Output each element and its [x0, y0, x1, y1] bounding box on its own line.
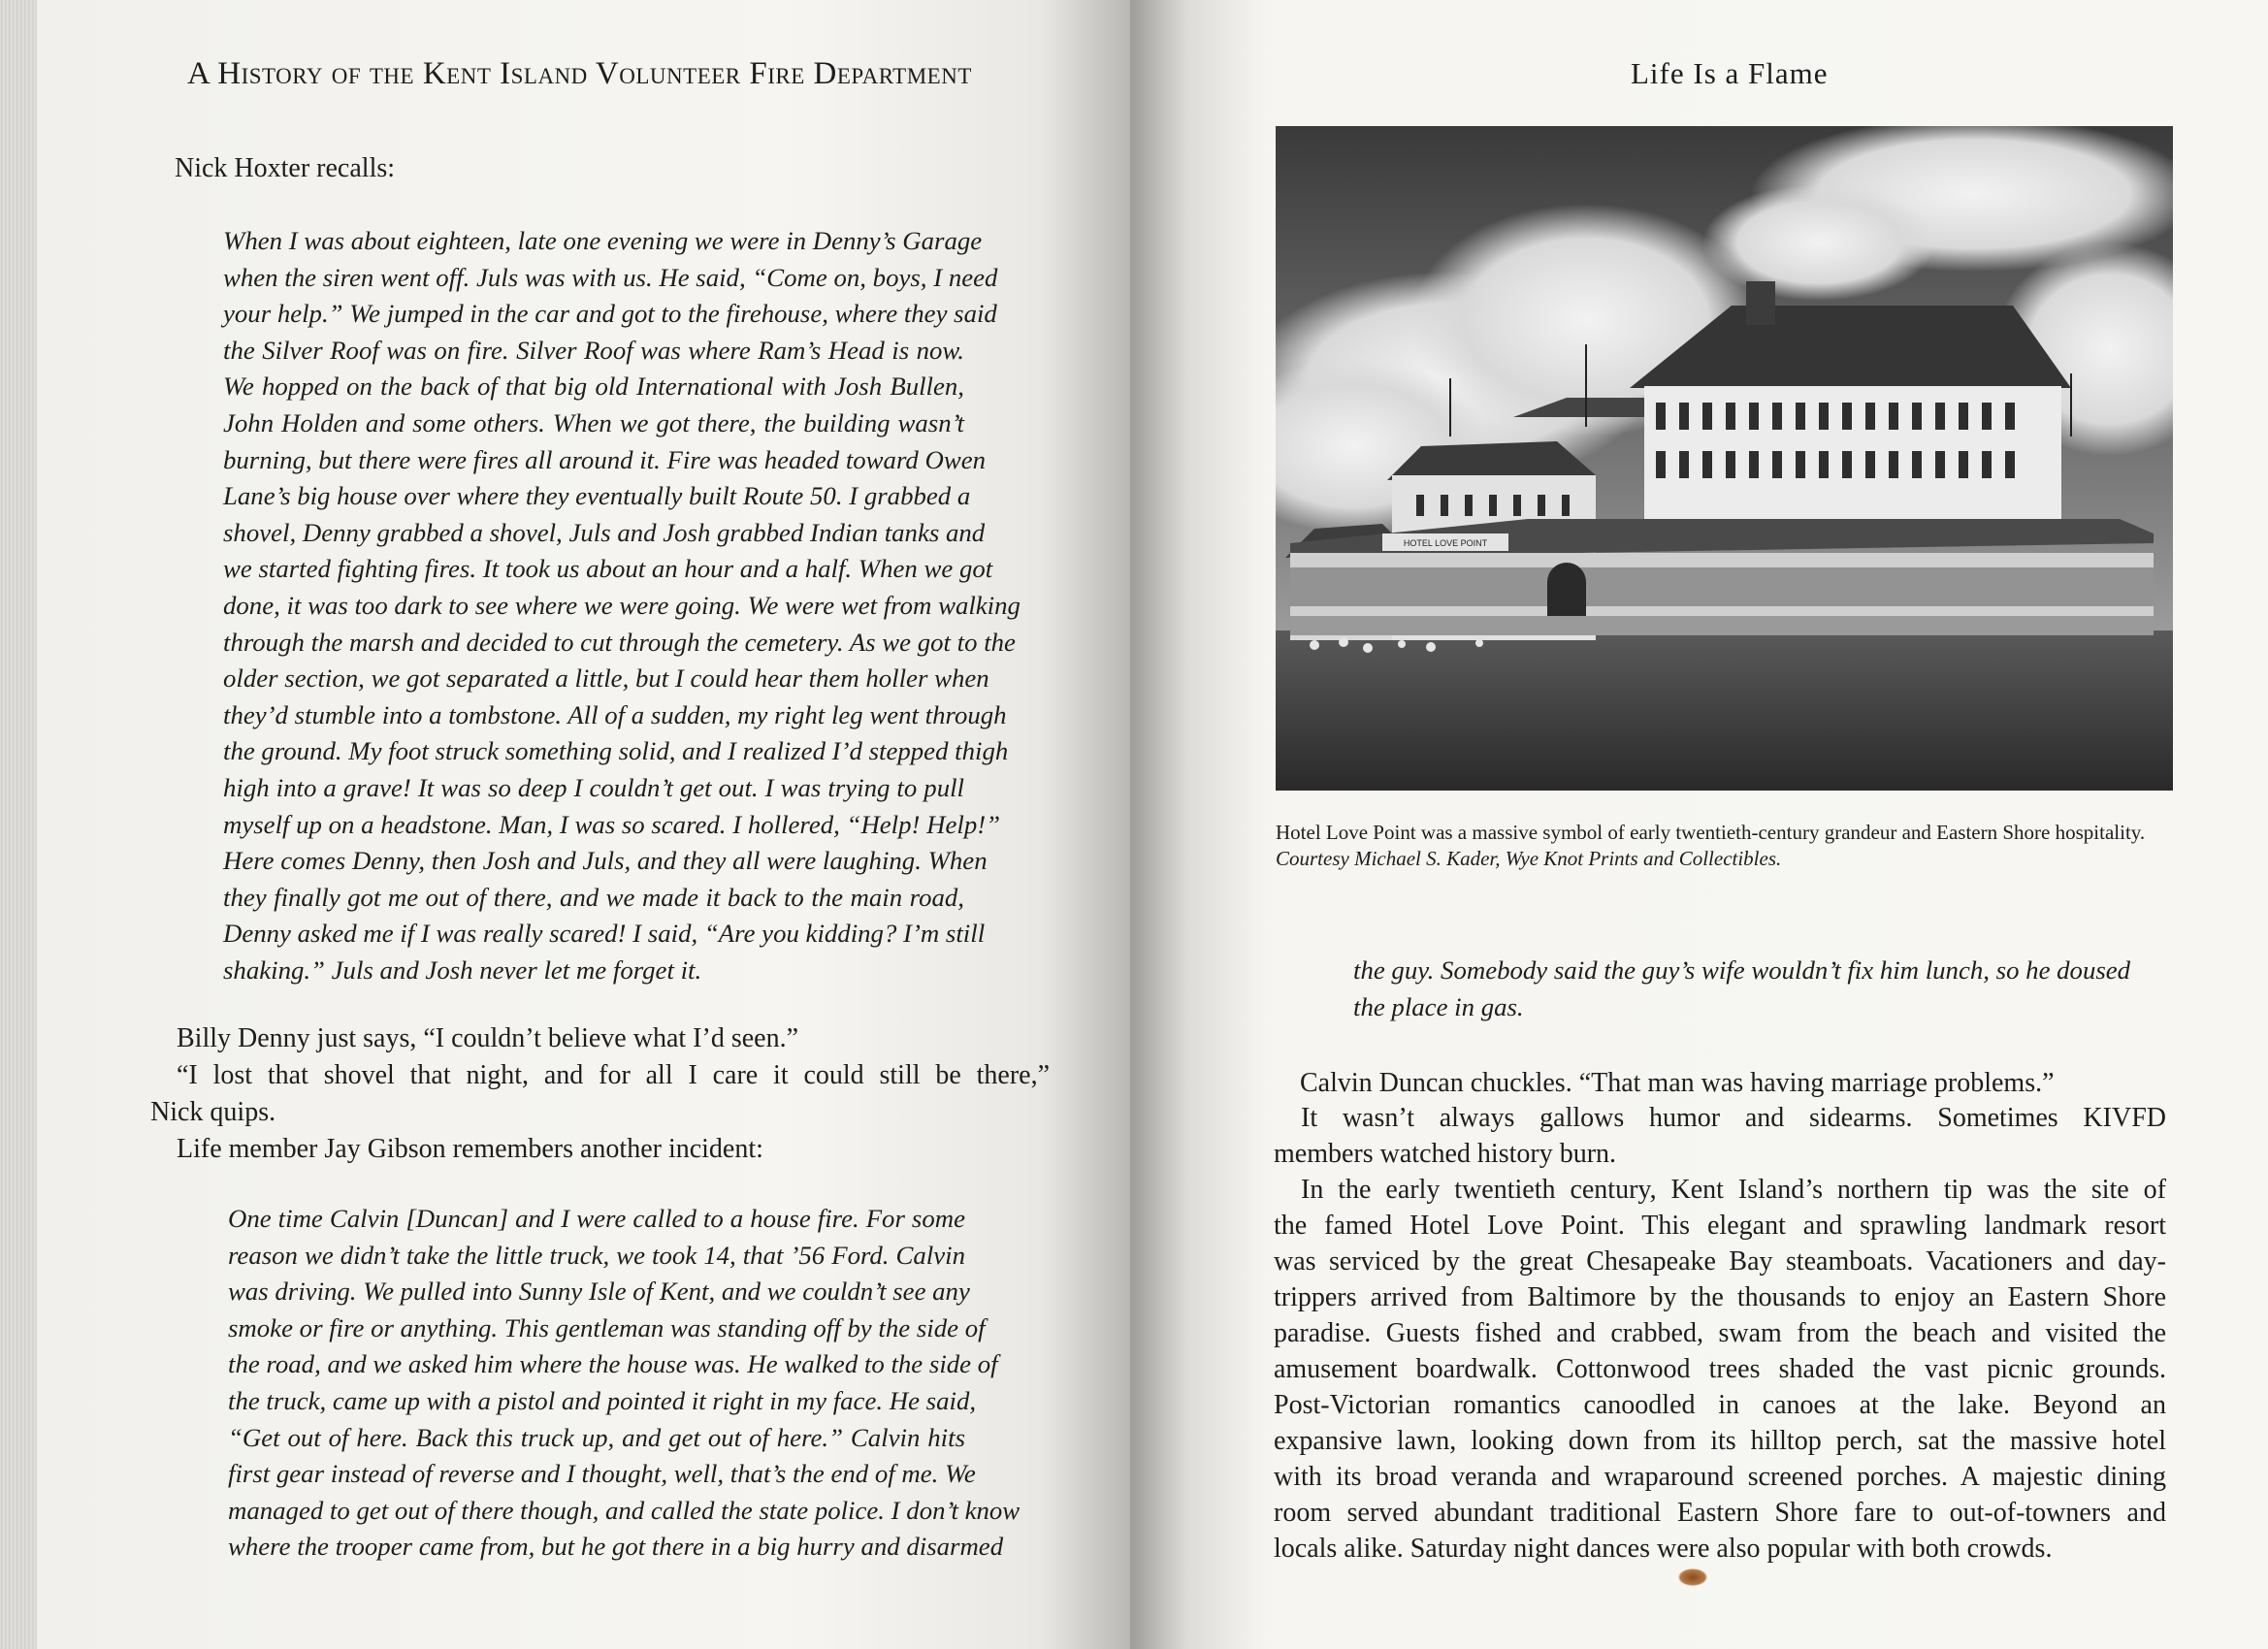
intro-jay-gibson: Life member Jay Gibson remembers another incident: [177, 1134, 763, 1164]
quote-nick-hoxter-line: they finally got me out of there, and we made it back to the main road, [223, 882, 964, 912]
para-hotel-love-point-line: with its broad veranda and wraparound screened porches. A majestic dining [1274, 1462, 2166, 1492]
para-gallows-humor-line: members watched history burn. [1274, 1139, 1617, 1169]
para-billy-denny: Billy Denny just says, “I couldn’t believe what I’d seen.” [177, 1023, 798, 1053]
quote-nick-hoxter-line: John Holden and some others. When we got there, the building wasn’t [223, 407, 964, 437]
quote-nick-hoxter [223, 223, 1021, 988]
quote-jay-gibson-line: the truck, came up with a pistol and pointed it right in my face. He said, [228, 1385, 977, 1415]
para-nick-quip-1: “I lost that shovel that night, and for all I care it could still be there,” [177, 1060, 1050, 1090]
quote-nick-hoxter-line: through the marsh and decided to cut through the cemetery. As we got to the [223, 627, 1016, 657]
quote-jay-gibson-line: smoke or fire or anything. This gentleman was standing off by the side of [228, 1312, 986, 1342]
quote-nick-hoxter-line: your help.” We jumped in the car and got to the firehouse, where they said [223, 299, 997, 329]
quote-nick-hoxter-line: shovel, Denny grabbed a shovel, Juls and Josh grabbed Indian tanks and [223, 517, 986, 547]
left-page [0, 0, 1130, 1649]
hotel-veranda [1290, 519, 2154, 635]
para-hotel-love-point-line: expansive lawn, looking down from its hilltop perch, sat the massive hotel [1274, 1426, 2166, 1456]
para-hotel-love-point-line: the famed Hotel Love Point. This elegant and sprawling landmark resort [1274, 1211, 2166, 1241]
quote-nick-hoxter-line: we started fighting fires. It took us about an hour and a half. When we got [223, 554, 993, 584]
para-hotel-love-point-line: In the early twentieth century, Kent Island’s northern tip was the site of [1301, 1175, 2166, 1205]
hotel-sign: HOTEL LOVE POINT [1403, 538, 1488, 548]
quote-jay-gibson-line: One time Calvin [Duncan] and I were called to a house fire. For some [228, 1204, 965, 1233]
quote-nick-hoxter-line: Lane’s big house over where they eventually built Route 50. I grabbed a [223, 481, 971, 511]
para-gallows-humor [1274, 1100, 2166, 1172]
hotel-love-point-photo [1276, 126, 2173, 791]
para-hotel-love-point [1274, 1172, 2166, 1567]
quote-nick-hoxter-line: the Silver Roof was on fire. Silver Roof was where Ram’s Head is now. [223, 335, 964, 365]
quote-nick-hoxter-line: they’d stumble into a tombstone. All of a sudden, my right leg went through [223, 699, 1007, 729]
para-hotel-love-point-line: amusement boardwalk. Cottonwood trees shaded the vast picnic grounds. [1274, 1354, 2166, 1384]
quote-jay-gibson-continued [1353, 953, 2131, 1025]
quote-jay-gibson-line: was driving. We pulled into Sunny Isle of Kent, and we couldn’t see any [228, 1277, 970, 1307]
para-nick-quip-2: Nick quips. [150, 1097, 276, 1127]
para-hotel-love-point-line: trippers arrived from Baltimore by the thousands to enjoy an Eastern Shore [1274, 1282, 2166, 1312]
quote-nick-hoxter-line: myself up on a headstone. Man, I was so scared. I hollered, “Help! Help!” [223, 809, 1001, 839]
para-gallows-humor-line: It wasn’t always gallows humor and sidearms. Sometimes KIVFD [1301, 1103, 2166, 1133]
quote-jay-gibson-line: first gear instead of reverse and I thought, well, that’s the end of me. We [228, 1459, 976, 1489]
para-hotel-love-point-line: locals alike. Saturday night dances were also popular with both crowds. [1274, 1534, 2053, 1564]
running-head-left: A History of the Kent Island Volunteer Fire Department [187, 56, 972, 91]
quote-jay-gibson-continued-line: the place in gas. [1353, 991, 1524, 1021]
running-head-right: Life Is a Flame [1631, 56, 1829, 90]
quote-jay-gibson-line: the road, and we asked him where the house was. He walked to the side of [228, 1349, 998, 1379]
right-page [1130, 0, 2268, 1649]
quote-nick-hoxter-line: When I was about eighteen, late one evening we were in Denny’s Garage [223, 226, 983, 255]
quote-nick-hoxter-line: Here comes Denny, then Josh and Juls, and they all were laughing. When [223, 846, 988, 876]
photo-caption [1276, 820, 2207, 872]
quote-jay-gibson [228, 1201, 1021, 1566]
quote-jay-gibson-line: reason we didn’t take the little truck, we took 14, that ’56 Ford. Calvin [228, 1240, 965, 1270]
quote-nick-hoxter-line: high into a grave! It was so deep I couldn’t get out. I was trying to pull [223, 772, 964, 802]
quote-jay-gibson-line: managed to get out of there though, and called the state police. I don’t know [228, 1495, 1021, 1525]
para-hotel-love-point-line: Post-Victorian romantics canoodled in canoes at the lake. Beyond an [1274, 1390, 2166, 1420]
quote-nick-hoxter-line: Denny asked me if I was really scared! I said, “Are you kidding? I’m still [223, 919, 986, 949]
caption-main: Hotel Love Point was a massive symbol of early twentieth-century grandeur and Eastern Shore hospitality. [1276, 821, 2146, 844]
para-hotel-love-point-line: room served abundant traditional Eastern Shore fare to out-of-towners and [1274, 1498, 2166, 1528]
quote-nick-hoxter-line: older section, we got separated a little, but I could hear them holler when [223, 663, 989, 694]
quote-nick-hoxter-line: burning, but there were fires all around it. Fire was headed toward Owen [223, 444, 986, 474]
caption-credit: Courtesy Michael S. Kader, Wye Knot Prints and Collectibles. [1276, 847, 1782, 870]
quote-nick-hoxter-line: done, it was too dark to see where we were going. We were wet from walking [223, 590, 1021, 620]
quote-jay-gibson-line: “Get out of here. Back this truck up, and get out of here.” Calvin hits [228, 1422, 965, 1452]
paper-stain [1678, 1568, 1707, 1586]
quote-nick-hoxter-line: when the siren went off. Juls was with us. He said, “Come on, boys, I need [223, 262, 998, 292]
para-hotel-love-point-line: paradise. Guests fished and crabbed, swam from the beach and visited the [1274, 1318, 2166, 1348]
quote-jay-gibson-continued-line: the guy. Somebody said the guy’s wife wouldn’t fix him lunch, so he doused [1353, 955, 2131, 985]
quote-jay-gibson-line: where the trooper came from, but he got there in a big hurry and disarmed [228, 1532, 1004, 1562]
quote-nick-hoxter-line: the ground. My foot struck something solid, and I realized I’d stepped thigh [223, 736, 1009, 766]
para-calvin-duncan: Calvin Duncan chuckles. “That man was having marriage problems.” [1300, 1068, 2055, 1098]
page-edge [0, 0, 37, 1649]
quote-nick-hoxter-line: We hopped on the back of that big old International with Josh Bullen, [223, 372, 964, 402]
para-hotel-love-point-line: was serviced by the great Chesapeake Bay steamboats. Vacationers and day- [1274, 1246, 2166, 1277]
intro-nick: Nick Hoxter recalls: [175, 153, 396, 183]
quote-nick-hoxter-line: shaking.” Juls and Josh never let me forget it. [223, 954, 702, 985]
